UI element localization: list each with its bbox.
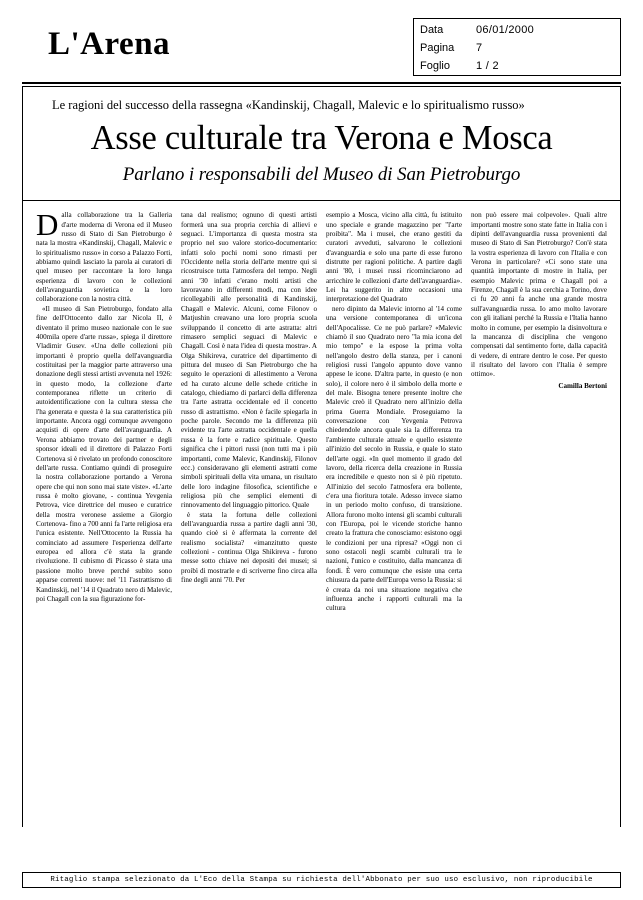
meta-value-sheet: 1 / 2 (476, 59, 499, 72)
article-column-1 (36, 207, 173, 821)
meta-row-date (414, 22, 620, 40)
article-columns (22, 201, 621, 821)
paragraph-text: tana dal realismo; ognuno di questi artisti formerà una sua propria cerchia di allievi e seguaci. L'importanza di questa mostra sta proprio nel suo valore storico-documentario: infatti solo pochi nomi sono rimasti per l'Occidente nella storia dell'arte mentre qui si ricostruisce tutta l'atmosfera del tempo. Negli anni '30 infatti c'erano molti artisti che lavoravano in differenti modi, ma con idee ricollegabili alle personalità di Kandinskij, Chagall e Malevic. Alcuni, come Filonov o Matjushin creavano una loro propria scuola sviluppando il concetto di arte astratta: altri rimasero semplici seguaci di Malevic e Chagall. Così è nata l'idea di questa mostra». A Olga Shikireva, curatrice del dipartimento di pittura del museo di San Pietroburgo che ha seguito le operazioni di allestimento a Verona ed ha curato alcune delle schede critiche in catalogo, chiediamo di parlarci della differenza tra l'arte astratta occidentale ed il concetto russo di astrattismo. «Non è facile spiegarla in poche parole. Secondo me la differenza più evidente tra l'arte astratta occidentale e quella russa è la forte e radice spirituale. Questo significa che i pittori russi (non tutti ma i più importanti, come Malevic, Kandinskij, Filonov ecc.) consideravano gli elementi astratti come simboli spirituali della vita umana, un risultato delle loro indagine filosofica, scientifiche e religiosa più che semplici elementi di rinnovamento del linguaggio pittorico. Quale (181, 211, 317, 510)
meta-label-page: Pagina (420, 41, 455, 54)
paragraph-text: alla collaborazione tra la Galleria d'arte moderna di Verona ed il Museo russo di Stato di San Pietroburgo è nata la mostra «Kandinskij, Chagall, Malevic e lo spiritualismo russo» in corso a Palazzo Forti, abbiamo quindi lasciato la parola ai curatori di quel museo per raccontare la loro lunga esperienza di lavoro con le collezioni dell'avanguardia sovietica e la loro collaborazione con la nostra città. (36, 211, 172, 304)
meta-row-sheet (414, 58, 620, 76)
paragraph-text: esempio a Mosca, vicino alla città, fu istituito uno speciale e grande magazzino per "l'arte proibita". Ma i musei, che erano gestiti da curatori avveduti, salvarono le collezioni d'avanguardia e solo una parte di esse furono distrutte per ragioni politiche. A partire dagli anni '80, i musei russi ricominciarono ad arricchire le collezioni d'arte dell'avanguardia». Lei ha suggerito in altre occasioni una interpretazione del Quadrato (326, 211, 462, 304)
paragraph-text: nero dipinto da Malevic intorno al '14 come una versione contemporanea di un'icona dell'Apocalisse. Ce ne può parlare? «Malevic chiamò il suo Quadrato nero "la mia icona del mio tempo" e la espose la prima volta nell'angolo destro della stanza, per i canoni religiosi russi l'angolo appunto dove vanno appese le icone. D'altra parte, in questo (e non solo), il colore nero è il simbolo della morte e del male. Bisogna tenere presente inoltre che Malevic creò il Quadrato nero all'inizio della prima Guerra Mondiale. Proseguiamo la conversazione con Yevgenia Petrova chiedendole ancora quale sia la differenza tra l'ambiente culturale attuale e quello esistente all'inizio del secolo in Russia, e quale lo stato dell'arte oggi. «In quel momento il grado del lavoro, della ricerca della creazione in Russia era incredibile e questo non si è più ripetuto. All'inizio del secolo l'atmosfera era bollente, c'era una fioritura totale. Adesso invece siamo in un periodo molto confuso, di transizione. Allora furono molto intensi gli scambi culturali con l'Europa, poi le vicende storiche hanno creato la frattura che conosciamo: esistono oggi le condizioni per una ripresa? «Oggi non ci sono ostacoli negli scambi culturali tra le nazioni, l'unico e costituito, dalla mancanza di fondi. È vero comunque che esiste una certa chiusura da parte dell'Europa verso la Russia: si è creata da noi una situazione negativa che influenza anche i rapporti culturali ma la cultura (326, 304, 462, 613)
article-kicker: Le ragioni del successo della rassegna «Kandinskij, Chagall, Malevic e lo spiritualismo russo» (52, 98, 525, 112)
clipping-meta-box (413, 18, 621, 76)
meta-value-date: 06/01/2000 (476, 24, 535, 36)
paragraph (326, 211, 462, 305)
article-column-4 (471, 211, 607, 821)
meta-value-page: 7 (476, 41, 483, 54)
clipping-footer-notice: Ritaglio stampa selezionato da L'Eco della Stampa su richiesta dell'Abbonato per suo uso esclusivo, non riproducibile (22, 872, 621, 888)
article-column-2 (181, 211, 317, 821)
paragraph (36, 305, 172, 605)
article-subhead: Parlano i responsabili del Museo di San Pietroburgo (122, 164, 521, 186)
article-headline: Asse culturale tra Verona e Mosca (90, 119, 553, 157)
paragraph (36, 207, 172, 305)
paragraph (471, 211, 607, 379)
article-byline: Camilla Bertoni (558, 381, 607, 390)
paragraph (326, 305, 462, 614)
paragraph (181, 211, 317, 511)
publication-logo: L'Arena (48, 26, 171, 62)
headline-block (22, 84, 621, 201)
dropcap: D (36, 207, 59, 243)
paragraph-text: è stata la fortuna delle collezioni dell'avanguardia russa a partire dagli anni '30, quando cioè si è affermata la corrente del realismo socialista? «imanzitutto queste collezioni - continua Olga Shikireva - furono messe sotto chiave nei depositi dei musei; si proibì di mostrarle e di scriverne fino circa alla fine degli anni '70. Per (181, 510, 317, 585)
paragraph-text: non può essere mai colpevole». Quali altre importanti mostre sono state fatte in Italia con i dipinti dell'avanguardia russa provenienti dal museo di Stato di San Pietroburgo? Con'è stata la vostra esperienza di lavoro con l'Italia e con Verona in particolare? «Ci sono state una quantità importante di mostre in Italia, per esempio Malevic prima e Chagall poi a Firenze, Chagall è la sua cerchia a Torino, dove ci fu 20 anni fa anche una grande mostra sull'avanguardia russa. Io amo molto lavorare con gli italiani perché la Russia e l'Italia hanno molto in comune, per esempio la disinvoltura e la mancanza di disciplina che vengono compensati dal sentimento forte, dalla capacità di vedere, di entrare dentro le cose. Per questo il risultato del lavoro con l'Italia è sempre ottimo». (471, 211, 607, 379)
article-column-3 (326, 211, 462, 821)
meta-label-date: Data (420, 24, 444, 36)
masthead (22, 18, 621, 84)
paragraph (181, 511, 317, 586)
paragraph-text: «Il museo di San Pietroburgo, fondato alla fine dell'Ottocento dallo zar Nicola II, è diventato il primo museo nazionale con le sue 400mila opere d'arte russa», spiega il direttore Vladimir Gusev. «Una delle collezioni più importanti è proprio quella dell'avanguardia costituitasi per la maggior parte attraverso una donazione degli stessi artisti avvenuta nel 1926: in questo modo, la collezione d'arte contemporanea riflette un criterio di autoidentificazione con la cultura stessa che l'ha generata e questa è la sua caratteristica più importante. Ancora oggi comunque avvengono acquisti di opere d'arte dell'avanguardia. A Verona abbiamo trovato dei partner e degli sponsor ideali ed il direttore di Palazzo Forti Cortenova si è rivelato un profondo conoscitore dell'arte russa. Contiamo quindi di proseguire la nostra collaborazione portando a Verona opere che qui non sono mai state viste». «L'arte russa è molto giovane, - continua Yevgenia Petrova, vice direttrice del museo e curatrice della mostra veronese assieme a Giorgio Cortenova- fino a 700 anni fa l'arte religiosa era l'unica esistente. Nell'Ottocento la Russia ha cominciato ad assumere l'esperienza dell'arte europea ed allora c'è stata la grande rivoluzione. Il cubismo di Picasso è stata una passione molto breve perché subito sono apparse correnti nuove: nel '11 l'astrattismo di Kandinskij, nel '14 il Quadrato nero di Malevic, poi Chagall con la sua figurazione for- (36, 304, 173, 603)
meta-label-sheet: Foglio (420, 59, 450, 72)
meta-row-page (414, 40, 620, 58)
